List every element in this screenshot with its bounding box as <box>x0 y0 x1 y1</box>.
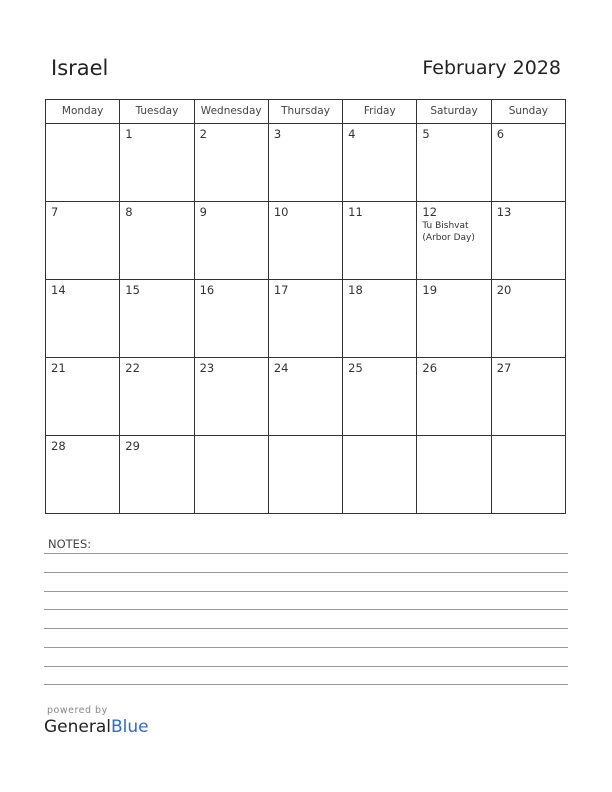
day-number: 26 <box>422 361 438 375</box>
day-cell <box>417 280 491 358</box>
day-cell <box>120 358 194 436</box>
day-cell <box>492 436 566 514</box>
calendar-week-row <box>46 436 566 514</box>
day-number: 18 <box>348 283 363 297</box>
day-number: 24 <box>273 361 289 375</box>
day-cell <box>195 436 269 514</box>
day-number: 2 <box>199 127 207 141</box>
day-cell <box>269 280 343 358</box>
day-cell <box>120 280 194 358</box>
day-cell <box>417 358 491 436</box>
note-line <box>44 647 568 648</box>
weekday-header: Wednesday <box>195 100 269 124</box>
weekday-header: Thursday <box>269 100 343 124</box>
note-line <box>44 666 568 667</box>
day-number: 16 <box>199 283 215 297</box>
month-title: February 2028 <box>422 57 561 79</box>
day-cell <box>120 202 194 280</box>
day-cell <box>492 358 566 436</box>
note-line <box>44 684 568 685</box>
calendar-week-row <box>46 124 566 202</box>
country-title: Israel <box>51 56 109 80</box>
generalblue-logo <box>44 717 149 737</box>
day-cell <box>195 280 269 358</box>
day-cell <box>46 280 120 358</box>
day-cell <box>195 124 269 202</box>
notes-label: NOTES: <box>48 537 92 551</box>
day-cell <box>492 124 566 202</box>
weekday-header: Sunday <box>492 100 566 124</box>
day-cell <box>269 202 343 280</box>
day-cell <box>195 202 269 280</box>
day-number: 27 <box>496 361 512 375</box>
day-cell <box>269 358 343 436</box>
day-number: 14 <box>51 283 66 297</box>
day-cell <box>492 280 566 358</box>
day-number: 17 <box>273 283 289 297</box>
calendar-week-row <box>46 358 566 436</box>
day-number: 28 <box>51 439 66 453</box>
calendar-grid <box>45 99 566 514</box>
day-cell <box>269 436 343 514</box>
day-cell <box>417 436 491 514</box>
day-number: 4 <box>348 127 356 141</box>
day-number: 5 <box>422 127 430 141</box>
weekday-header: Monday <box>46 100 120 124</box>
day-cell <box>120 436 194 514</box>
day-number: 20 <box>496 283 512 297</box>
day-number: 13 <box>496 205 512 219</box>
day-number: 7 <box>51 205 59 219</box>
holiday-label: Tu Bishvat (Arbor Day) <box>422 221 475 243</box>
brand-blue: Blue <box>111 717 149 737</box>
powered-by-text: powered by <box>47 705 108 716</box>
calendar-week-row <box>46 280 566 358</box>
day-cell <box>46 124 120 202</box>
day-cell <box>343 280 417 358</box>
day-number: 29 <box>125 439 140 453</box>
day-cell <box>343 436 417 514</box>
day-number: 9 <box>199 205 207 219</box>
day-cell <box>46 202 120 280</box>
day-number: 8 <box>125 205 133 219</box>
day-number: 21 <box>51 361 66 375</box>
day-cell <box>343 124 417 202</box>
note-line <box>44 591 568 592</box>
day-number: 15 <box>125 283 140 297</box>
day-cell <box>120 124 194 202</box>
day-number: 22 <box>125 361 140 375</box>
weekday-header: Friday <box>343 100 417 124</box>
day-number: 3 <box>273 127 282 141</box>
weekday-header: Saturday <box>417 100 491 124</box>
day-cell <box>269 124 343 202</box>
day-cell <box>417 202 491 280</box>
calendar-week-row <box>46 202 566 280</box>
day-number: 19 <box>422 283 438 297</box>
day-number: 11 <box>348 205 363 219</box>
day-cell <box>46 436 120 514</box>
day-number: 10 <box>273 205 289 219</box>
calendar-weeks <box>46 124 566 514</box>
day-cell <box>195 358 269 436</box>
day-cell <box>343 358 417 436</box>
weekday-header: Tuesday <box>120 100 194 124</box>
note-line <box>44 572 568 573</box>
weekday-header-row <box>46 100 566 124</box>
day-cell <box>46 358 120 436</box>
day-cell <box>417 124 491 202</box>
brand-general: General <box>44 717 111 737</box>
day-number: 1 <box>125 127 133 141</box>
day-number: 25 <box>348 361 363 375</box>
day-number: 23 <box>199 361 215 375</box>
note-line <box>44 628 568 629</box>
note-line <box>44 553 568 554</box>
day-cell <box>492 202 566 280</box>
day-number: 6 <box>496 127 505 141</box>
day-cell <box>343 202 417 280</box>
note-line <box>44 609 568 610</box>
day-number: 12 <box>422 205 438 219</box>
